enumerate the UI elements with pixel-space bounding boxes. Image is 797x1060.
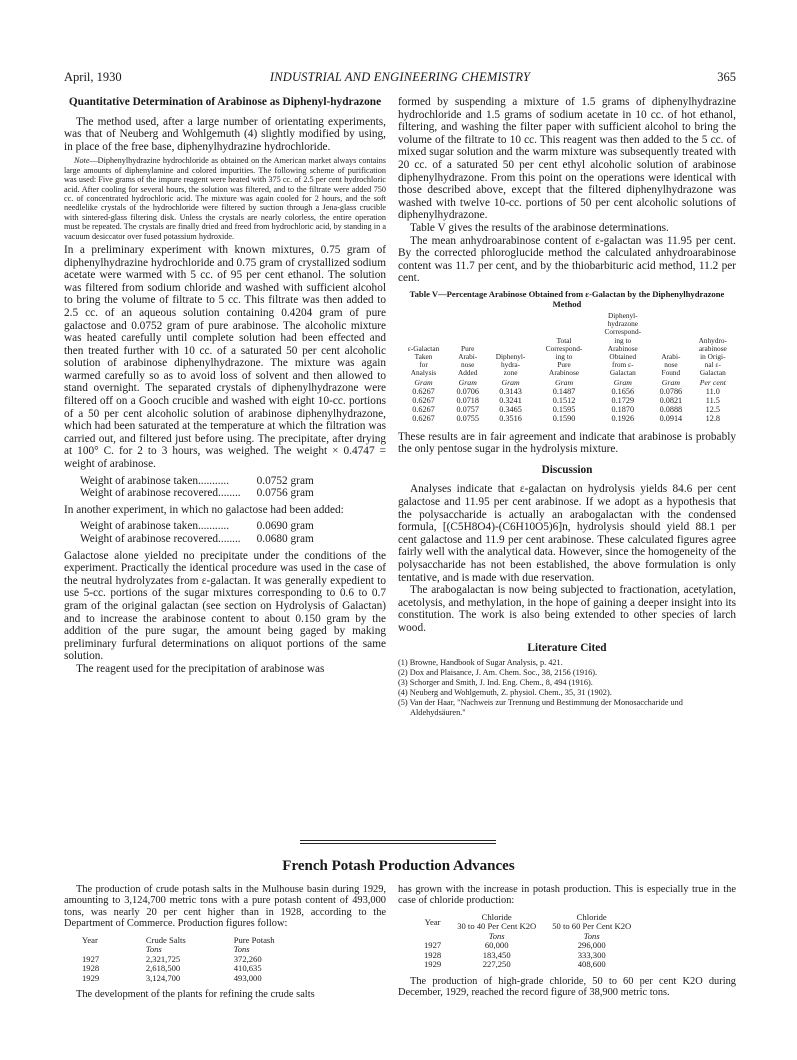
- table-units-row: [398, 378, 736, 387]
- table-header-cell: Diphenyl- hydrazone Correspond- ing to Arabinose Obtained from ε- Galactan: [604, 310, 642, 378]
- table-cell: 3,124,700: [145, 972, 181, 983]
- table-header-cell: ε-Galactan Taken for Analysis: [407, 343, 440, 378]
- table-v: [398, 312, 736, 423]
- paragraph: Table V gives the results of the arabinose determinations.: [410, 221, 669, 234]
- left-column: [64, 96, 386, 676]
- paragraph: The production of crude potash salts in the Mulhouse basin during 1929, amounting to 3,124,700 metric tons with a pure potash content of 493,000 tons, was nearly 20 per cent higher than in 1928, according to the Department of Commerce. Production figures follow:: [64, 884, 386, 930]
- paragraph: has grown with the increase in potash production. This is especially true in the case of chloride production:: [398, 884, 736, 907]
- reference-item: (2) Dox and Plaisance, J. Am. Chem. Soc., 38, 2156 (1916).: [398, 668, 598, 678]
- table-cell: 493,000: [233, 972, 262, 983]
- table-header-cell: Chloride 30 to 40 Per Cent K2O: [457, 911, 537, 932]
- table-cell: 1927: [424, 940, 442, 951]
- weights-table-1: [80, 475, 314, 500]
- weight-label: Weight of arabinose taken...........: [80, 474, 230, 487]
- bottom-right-column: [398, 884, 736, 999]
- table-header-cell: Pure Arabi- nose Added: [457, 343, 478, 378]
- table-cell: 183,450: [482, 949, 511, 960]
- table-cell: 410,635: [233, 963, 262, 974]
- table-cell: 2,618,500: [145, 963, 181, 974]
- table-cell: 0.1870: [611, 404, 635, 414]
- divider-rule: [300, 843, 496, 844]
- paragraph: The mean anhydroarabinose content of ε-galactan was 11.95 per cent. By the corrected phloroglucide method the calculated anhydroarabinose content was 11.7 per cent, and by the thiobarbituric acid method, 11.2 per cent.: [398, 234, 736, 285]
- table-cell: 0.1487: [552, 386, 576, 396]
- table-header-cell: Crude Salts: [145, 934, 186, 945]
- reference-item: (5) Van der Haar, "Nachweis zur Trennung und Bestimmung der Monosaccharide und Aldehydsäuren.": [398, 698, 683, 718]
- table-cell: 227,250: [482, 959, 511, 970]
- table-cell: 1929: [424, 959, 442, 970]
- table-cell: 0.0914: [659, 413, 683, 423]
- table-header-cell: Total Correspond- ing to Pure Arabinose: [545, 335, 583, 378]
- table-cell: 372,260: [233, 953, 262, 964]
- table-units-row: [416, 932, 639, 942]
- weight-value: 0.0680 gram: [256, 533, 314, 545]
- section-heading-arabinose: Quantitative Determination of Arabinose as Diphenyl-hydrazone: [68, 96, 382, 108]
- table-cell: 1927: [82, 953, 100, 964]
- table-header-cell: Chloride 50 to 60 Per Cent K2O: [552, 911, 632, 932]
- reference-item: (3) Schorger and Smith, J. Ind. Eng. Chem., 8, 494 (1916).: [398, 678, 593, 688]
- paragraph: The production of high-grade chloride, 50 to 60 per cent K2O during December, 1929, reached the record figure of 38,900 metric tons.: [398, 975, 736, 999]
- table-header-row: [416, 913, 639, 932]
- table-cell: 0.6267: [412, 395, 435, 405]
- table-cell: 0.1512: [552, 395, 576, 405]
- table-cell: 12.8: [705, 413, 720, 423]
- table-cell: 333,300: [577, 949, 606, 960]
- header-journal: INDUSTRIAL AND ENGINEERING CHEMISTRY: [269, 70, 531, 84]
- paragraph: The method used, after a large number of orientating experiments, was that of Neuberg and Wohlgemuth (4) slightly modified by using, in place of the free base, diphenylhydrazine hydrochloride.: [64, 115, 386, 153]
- table-row: [416, 941, 639, 951]
- section-heading-discussion: Discussion: [541, 463, 593, 476]
- weights-row: [80, 475, 314, 488]
- reference-item: (4) Neuberg and Wohlgemuth, Z. physiol. Chem., 35, 31 (1902).: [398, 688, 612, 698]
- table-header-cell: Year: [424, 916, 441, 927]
- table-caption: Table V—Percentage Arabinose Obtained from ε-Galactan by the Diphenylhydrazone Method: [409, 288, 725, 309]
- table-unit-cell: Gram: [613, 377, 632, 387]
- table-cell: 0.1590: [552, 413, 576, 423]
- weight-value: 0.0690 gram: [256, 520, 314, 533]
- running-header: [64, 70, 736, 88]
- note-text: —Diphenylhydrazine hydrochloride as obtained on the American market always contains large amounts of diphenylamine and colored impurities. The following scheme of purification was used: Five grams of the impure reagent were heated with 375 cc. of 2.5 per cent hydrochloric acid. After cooling for several hours, the solution was filtered, and to the filtrate were added 750 cc. of concentrated hydrochloric acid. The mixture was again cooled for 2 hours, and the soft needlelike crystals of the hydrochloride were filtered by suction through a Jena-glass crucible with sintered-glass filtering disk. Unless the crystals are nearly colorless, the entire operation must be repeated. The crystals are finally dried and freed from hydrochloric acid, by standing in a vacuum desiccator over fused potassium hydroxide.: [64, 156, 386, 241]
- table-unit-cell: Tons: [145, 944, 162, 955]
- table-cell: 296,000: [577, 940, 606, 951]
- table-unit-cell: Per cent: [699, 377, 726, 387]
- table-unit-cell: Gram: [414, 377, 433, 387]
- paragraph: These results are in fair agreement and indicate that arabinose is probably the only pentose sugar in the hydrolysis mixture.: [398, 430, 736, 456]
- table-row: [416, 960, 639, 970]
- chloride-table: [416, 913, 639, 970]
- table-header-row: [82, 936, 285, 946]
- table-unit-cell: Gram: [554, 377, 574, 387]
- header-page-number: 365: [717, 70, 736, 84]
- paragraph: Galactose alone yielded no precipitate under the conditions of the experiment. Practically the identical procedure was used in the case of the neutral hydrolyzates from ε-galactan. It was generally expedient to use 5-cc. portions of the sugar mixtures corresponding to 0.6 to 0.7 gram of the original galactan (see section on Hydrolysis of Galactan) and to increase the arabinose content to about 0.150 gram by the addition of the pure sugar, the amount being gaged by making preliminary furfural determinations on aliquot portions of the same solution.: [64, 549, 386, 663]
- table-row: [398, 405, 736, 414]
- weight-label: Weight of arabinose recovered........: [80, 533, 241, 545]
- table-cell: 0.6267: [412, 386, 435, 396]
- paragraph: The reagent used for the precipitation of arabinose was: [76, 662, 325, 675]
- table-cell: 0.0786: [659, 386, 683, 396]
- reference-item: (1) Browne, Handbook of Sugar Analysis, p. 421.: [398, 658, 563, 668]
- paragraph: The arabogalactan is now being subjected to fractionation, acetylation, acetolysis, and methylation, in the hope of gaining a deeper insight into its constitution. The work is also being extended to other species of larch wood.: [398, 584, 736, 634]
- weight-label: Weight of arabinose taken...........: [80, 520, 230, 533]
- table-unit-cell: Tons: [233, 944, 250, 955]
- table-cell: 0.0755: [456, 413, 479, 423]
- paragraph: In a preliminary experiment with known mixtures, 0.75 gram of diphenylhydrazine hydrochloride and 0.75 gram of crystallized sodium acetate were warmed with 5 cc. of 95 per cent ethanol. The solution was filtered from sodium chloride and washed with sufficient alcohol to bring the volume of filtrate to 5 cc. This filtrate was then added to 2.5 cc. of an aqueous solution containing 0.4204 gram of pure galactose and 0.0752 gram of pure arabinose. The alcoholic mixture was heated carefully until complete solution had been effected and then treated further with 10 cc. of a saturated 50 per cent alcoholic solution of arabinose diphenylhydrazone. The mixture was again warmed carefully so as to avoid loss of solvent and then allowed to stand overnight. The separated crystals of diphenylhydrazone were filtered off on a Gooch crucible and washed with eight 10-cc. portions of a 50 per cent alcoholic solution of arabinose diphenylhydrazone, which had been saturated at the temperature at which the filtration was carried out, and filtered just before using. The precipitate, after drying at 100° C. for 2 to 3 hours, was weighed. The weight × 0.4747 = weight of arabinose.: [64, 243, 386, 471]
- table-cell: 0.1595: [552, 404, 576, 414]
- divider-rule: [300, 840, 496, 841]
- table-unit-cell: Gram: [661, 377, 680, 387]
- table-row: [82, 974, 285, 984]
- table-unit-cell: Gram: [458, 377, 477, 387]
- table-header-row: [398, 312, 736, 378]
- table-cell: 0.0706: [456, 386, 479, 396]
- table-cell: 0.1656: [611, 386, 635, 396]
- table-cell: 0.3465: [499, 404, 522, 414]
- potash-table: [82, 936, 285, 984]
- table-header-cell: Anhydro- arabinose in Origi- nal ε- Galactan: [698, 335, 727, 378]
- table-cell: 0.0888: [659, 404, 683, 414]
- header-date: April, 1930: [64, 70, 122, 84]
- weights-row: [80, 533, 314, 546]
- table-unit-cell: Gram: [501, 377, 520, 387]
- table-header-cell: Diphenyl- hydra- zone: [495, 351, 526, 378]
- table-cell: 1928: [82, 963, 100, 974]
- weights-table-2: [80, 520, 314, 545]
- reference-list: [398, 658, 736, 718]
- table-cell: 2,321,725: [145, 953, 181, 964]
- table-cell: 0.3241: [499, 395, 522, 405]
- table-row: [416, 951, 639, 961]
- table-cell: 0.6267: [412, 404, 435, 414]
- bottom-left-column: [64, 884, 386, 1001]
- paragraph: Analyses indicate that ε-galactan on hydrolysis yields 84.6 per cent galactose and 11.95 per cent arabinose. If we adopt as a hypothesis that the polysaccharide is actually an arabogalactan with the condensed formula, [(C5H8O4)-(C6H10O5)6]n, hydrolysis should yield 88.1 per cent galactose and 11.9 per cent arabinose. These calculated figures agree fairly well with the analytical data. However, since the homogeneity of the polysaccharide has not been established, the above formulation is only tentative, and is made with due reservation.: [398, 483, 736, 584]
- paragraph: formed by suspending a mixture of 1.5 grams of diphenylhydrazine hydrochloride and 1.5 grams of sodium acetate in 10 cc. of hot ethanol, filtering, and washing the filter paper with sufficient alcohol to bring the volume of the filtrate to 10 cc. This reagent was then added to the 5 cc. of mixed sugar solution and the warm mixture was subsequently treated with 20 cc. of a saturated 50 per cent ethyl alcoholic solution of arabinose diphenylhydrazone. From this point on the operations were identical with those described above, except that the filtered diphenylhydrazone was washed with twelve 10-cc. portions of 50 per cent alcoholic solutions of diphenylhydrazone.: [398, 96, 736, 222]
- weights-row: [80, 520, 314, 533]
- table-row: [398, 414, 736, 423]
- weight-label: Weight of arabinose recovered........: [80, 487, 241, 500]
- table-cell: 11.0: [705, 386, 720, 396]
- table-header-cell: Pure Potash: [233, 934, 275, 945]
- table-row: [398, 396, 736, 405]
- weight-value: 0.0752 gram: [256, 474, 314, 487]
- section-heading-literature: Literature Cited: [527, 641, 607, 654]
- table-cell: 0.3143: [499, 386, 522, 396]
- table-cell: 0.0821: [659, 395, 683, 405]
- table-header-cell: Year: [82, 934, 98, 945]
- table-header-cell: Arabi- nose Found: [661, 351, 681, 378]
- table-unit-cell: Tons: [583, 930, 600, 941]
- table-cell: 1929: [82, 972, 100, 983]
- table-row: [398, 387, 736, 396]
- table-cell: 0.0757: [456, 404, 479, 414]
- right-column: [398, 96, 736, 718]
- table-cell: 60,000: [484, 940, 509, 951]
- table-cell: 1928: [424, 949, 442, 960]
- table-cell: 12.5: [705, 404, 720, 414]
- weight-value: 0.0756 gram: [256, 487, 314, 500]
- paragraph: The development of the plants for refining the crude salts: [76, 989, 315, 1001]
- note-label: Note: [74, 156, 90, 166]
- weights-row: [80, 487, 314, 500]
- paragraph: In another experiment, in which no galactose had been added:: [64, 503, 344, 516]
- note-paragraph: [64, 156, 386, 241]
- table-cell: 0.6267: [412, 413, 435, 423]
- table-unit-cell: Tons: [488, 930, 505, 941]
- article-title-potash: French Potash Production Advances: [282, 858, 515, 874]
- table-cell: 0.3516: [499, 413, 522, 423]
- table-cell: 0.1926: [611, 413, 635, 423]
- table-cell: 11.5: [705, 395, 720, 405]
- table-cell: 408,600: [577, 959, 606, 970]
- table-cell: 0.0718: [456, 395, 479, 405]
- table-cell: 0.1729: [611, 395, 635, 405]
